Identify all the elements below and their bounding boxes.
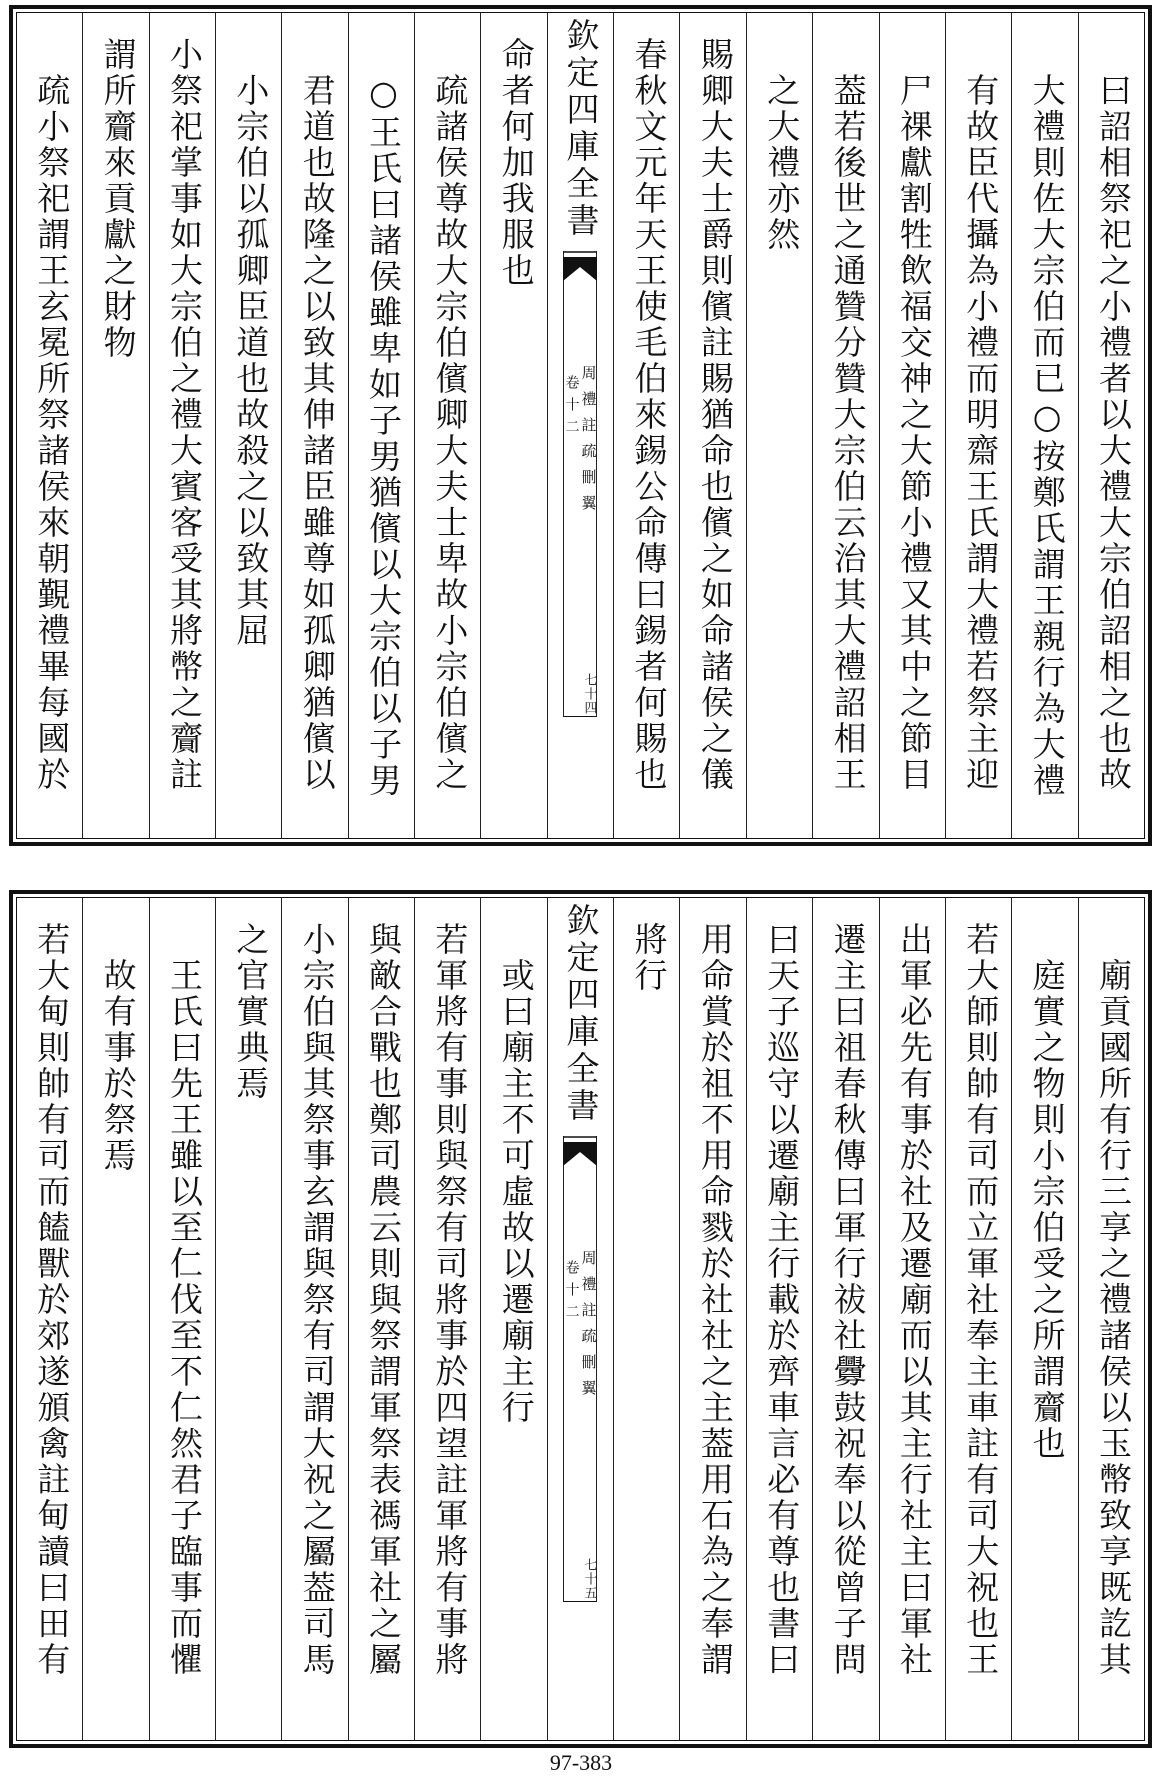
juan-label: 卷十二	[563, 375, 580, 441]
text-column: 若大甸則帥有司而饁獸於郊遂頒禽註甸讀曰田有	[32, 922, 72, 1678]
text-column: 曰詔相祭祀之小禮者以大禮大宗伯詔相之也故	[1078, 13, 1144, 838]
fishtail-shape	[563, 1142, 597, 1166]
text-column: 謂所齎來貢獻之財物	[82, 13, 148, 838]
text-column: 庭實之物則小宗伯受之所謂齎也	[1011, 898, 1077, 1740]
text-column: 小祭祀掌事如大宗伯之禮大賓客受其將幣之齎註	[149, 13, 215, 838]
text-column: 君道也故隆之以致其伸諸臣雖尊如孤卿猶儐以	[281, 13, 347, 838]
juan-label: 卷十二	[563, 1260, 580, 1326]
folio-number: 七十四	[581, 673, 597, 715]
text-column: 疏小祭祀謂王玄冕所祭諸侯來朝覲禮畢每國於	[32, 73, 72, 793]
text-column: 王氏曰先王雖以至仁伐至不仁然君子臨事而懼	[149, 898, 215, 1740]
text-column: 曰天子巡守以遷廟主行載於齊車言必有尊也書曰	[746, 898, 812, 1740]
text-column: 與敵合戰也鄭司農云則與祭謂軍祭表禡軍社之屬	[348, 898, 414, 1740]
text-column: 出軍必先有事於社及遷廟而以其主行社主曰軍社	[879, 898, 945, 1740]
page-frame	[16, 897, 1145, 1741]
fishtail-shape	[563, 257, 597, 281]
text-column: ○王氏曰諸侯雖卑如子男猶儐以大宗伯以子男	[348, 13, 414, 838]
text-column: 小宗伯以孤卿臣道也故殺之以致其屈	[215, 13, 281, 838]
folio-number: 七十五	[581, 1558, 597, 1600]
page-banner	[547, 13, 613, 838]
page-frame	[16, 12, 1145, 839]
page-banner	[547, 898, 613, 1740]
text-column: 將行	[613, 898, 679, 1740]
text-column: 命者何加我服也	[480, 13, 546, 838]
text-column: 尸祼獻割牲飲福交神之大節小禮又其中之節目	[879, 13, 945, 838]
text-column: 大禮則佐大宗伯而已○按鄭氏謂王親行為大禮	[1011, 13, 1077, 838]
page-panel-top	[9, 5, 1152, 846]
text-column: 若大師則帥有司而立軍社奉主車註有司大祝也王	[945, 898, 1011, 1740]
text-column: 疏諸侯尊故大宗伯儐卿大夫士卑故小宗伯儐之	[414, 13, 480, 838]
page-code: 97-383	[549, 1750, 613, 1775]
text-column: 若軍將有事則與祭有司將事於四望註軍將有事將	[414, 898, 480, 1740]
text-column: 春秋文元年天王使毛伯來錫公命傳曰錫者何賜也	[613, 13, 679, 838]
text-column: 故有事於祭焉	[82, 898, 148, 1740]
book-title: 周禮註疏刪翼	[579, 365, 598, 521]
text-column: 遷主曰祖春秋傳曰軍行祓社釁鼓祝奉以從曾子問	[812, 898, 878, 1740]
text-column: 小宗伯與其祭事玄謂與祭有司謂大祝之屬葢司馬	[281, 898, 347, 1740]
text-column: 用命賞於祖不用命戮於社社之主葢用石為之奉謂	[679, 898, 745, 1740]
page-panel-bottom	[9, 890, 1152, 1748]
series-title: 欽定四庫全書	[561, 903, 601, 1125]
text-column: 廟貢國所有行三享之禮諸侯以玉幣致享既訖其	[1078, 898, 1144, 1740]
text-column: 有故臣代攝為小禮而明齋王氏謂大禮若祭主迎	[945, 13, 1011, 838]
text-column: 或曰廟主不可虛故以遷廟主行	[480, 898, 546, 1740]
text-column: 之大禮亦然	[746, 13, 812, 838]
series-title: 欽定四庫全書	[561, 18, 601, 240]
book-title: 周禮註疏刪翼	[579, 1250, 598, 1406]
text-column: 賜卿大夫士爵則儐註賜猶命也儐之如命諸侯之儀	[679, 13, 745, 838]
text-column: 之官實典焉	[215, 898, 281, 1740]
text-column: 葢若後世之通贊分贊大宗伯云治其大禮詔相王	[812, 13, 878, 838]
fishtail-mark	[563, 251, 597, 283]
fishtail-mark	[563, 1136, 597, 1168]
